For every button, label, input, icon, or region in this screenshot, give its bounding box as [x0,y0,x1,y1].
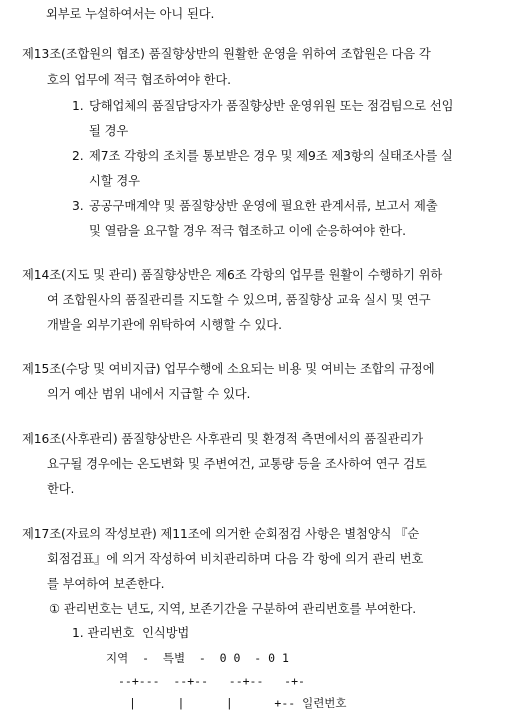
article-17-line-1: 제17조(자료의 작성보관) 제11조에 의거한 순회점검 사항은 별첨양식 『순 [22,527,420,541]
article-15-line-1: 제15조(수당 및 여비지급) 업무수행에 소요되는 비용 및 여비는 조합의 규정에 [22,362,435,376]
article-14-line-3: 개발을 외부기관에 위탁하여 시행할 수 있다. [47,318,282,332]
article-16-line-1: 제16조(사후관리) 품질향상반은 사후관리 및 환경적 측면에서의 품질관리가 [22,432,424,446]
article-13-item-3-number: 3. [72,199,84,213]
article-14-line-2: 여 조합원사의 품질관리를 지도할 수 있으며, 품질향상 교육 실시 및 연구 [47,293,431,307]
article-15-line-2: 의거 예산 범위 내에서 지급할 수 있다. [47,387,251,401]
article-17-line-3: 를 부여하여 보존한다. [47,577,165,591]
article-13-item-1-line-2: 될 경우 [89,124,129,138]
article-14-line-1: 제14조(지도 및 관리) 품질향상반은 제6조 각항의 업무를 원활이 수행하기 위하 [22,268,443,282]
article-13-item-2-line-2: 시할 경우 [89,174,140,188]
article-13-item-2-number: 2. [72,149,84,163]
article-13-item-2-line-1: 제7조 각항의 조치를 통보받은 경우 및 제9조 제3항의 실태조사를 실 [89,149,453,163]
id-format-diagram-row-1: 지역 - 특별 - 0 0 - 0 1 [106,651,289,665]
article-17-sub-item-1: 1. 관리번호 인식방법 [72,626,190,640]
top-line: 외부로 누설하여서는 아니 된다. [46,7,215,21]
article-16-line-3: 한다. [47,482,75,496]
article-13-item-1-number: 1. [72,99,84,113]
id-format-diagram-row-3: | | | +-- 일련번호 [129,696,347,710]
article-13-line-1: 제13조(조합원의 협조) 품질향상반의 원활한 운영을 위하여 조합원은 다음 각 [22,47,431,61]
article-16-line-2: 요구될 경우에는 온도변화 및 주변여건, 교통량 등을 조사하여 연구 검토 [47,457,427,471]
article-13-item-3-line-2: 및 열람을 요구할 경우 적극 협조하고 이에 순응하여야 한다. [89,224,406,238]
article-13-item-1-line-1: 당해업체의 품질담당자가 품질향상반 운영위원 또는 점검팀으로 선임 [89,99,454,113]
article-17-clause-1: ① 관리번호는 년도, 지역, 보존기간을 구분하여 관리번호를 부여한다. [49,602,417,616]
id-format-diagram-row-2: --+--- --+-- --+-- -+- [118,674,305,688]
article-13-item-3-line-1: 공공구매계약 및 품질향상반 운영에 필요한 관계서류, 보고서 제출 [89,199,438,213]
article-13-line-2: 호의 업무에 적극 협조하여야 한다. [47,73,231,87]
article-17-line-2: 회점검표』에 의거 작성하여 비치관리하며 다음 각 항에 의거 관리 번호 [47,552,424,566]
